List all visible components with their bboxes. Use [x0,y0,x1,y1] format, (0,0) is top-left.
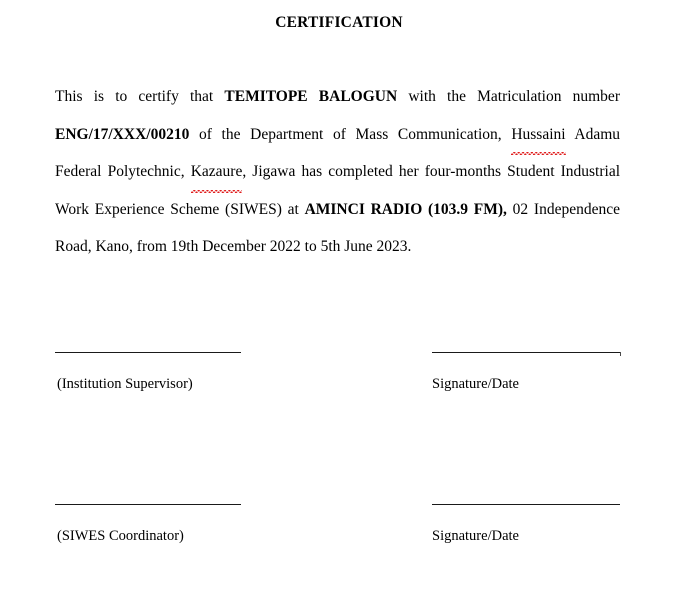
signature-block-institution-supervisor [0,352,678,412]
signature-rule [55,352,241,353]
spellcheck-word-kazaure: Kazaure [191,153,243,191]
body-segment-intro: This is to certify that [55,88,225,105]
spellcheck-word-hussaini: Hussaini [511,116,565,154]
certification-body-text [55,78,620,266]
body-segment-address-dates: 02 Independence Road, Kano, from 19th December 2022 to 5th June 2023. [55,200,620,255]
signature-label: Signature/Date [432,376,519,392]
body-segment-polytechnic: Adamu Federal Polytechnic, [55,125,621,180]
body-segment-department: of the Department of Mass Communication, [189,125,512,143]
student-name: TEMITOPE BALOGUN [224,88,398,105]
signature-rule [432,352,620,353]
signature-field-coordinator-signature-date[interactable] [432,504,622,545]
organisation-name: AMINCI RADIO (103.9 FM), [304,200,507,218]
certification-paragraph [55,78,620,266]
signature-label: (Institution Supervisor) [57,376,193,392]
signature-field-supervisor-signature-date[interactable] [432,352,622,393]
body-segment-matric-lead: with the Matriculation number [397,88,620,105]
page-title: CERTIFICATION [275,14,403,31]
signature-field-siwes-coordinator[interactable] [55,504,245,545]
matriculation-number: ENG/17/XXX/00210 [55,125,190,143]
signature-rule [55,504,241,505]
signature-field-institution-supervisor[interactable] [55,352,245,393]
signature-rule [432,504,620,505]
rule-end-tick-icon [620,352,621,356]
body-segment-scheme: , Jigawa has completed her four-months Student Industrial Work Experience Scheme (SIWES) at [55,163,621,218]
signature-block-siwes-coordinator [0,504,678,564]
signature-label: Signature/Date [432,528,519,544]
signature-label: (SIWES Coordinator) [57,528,184,544]
